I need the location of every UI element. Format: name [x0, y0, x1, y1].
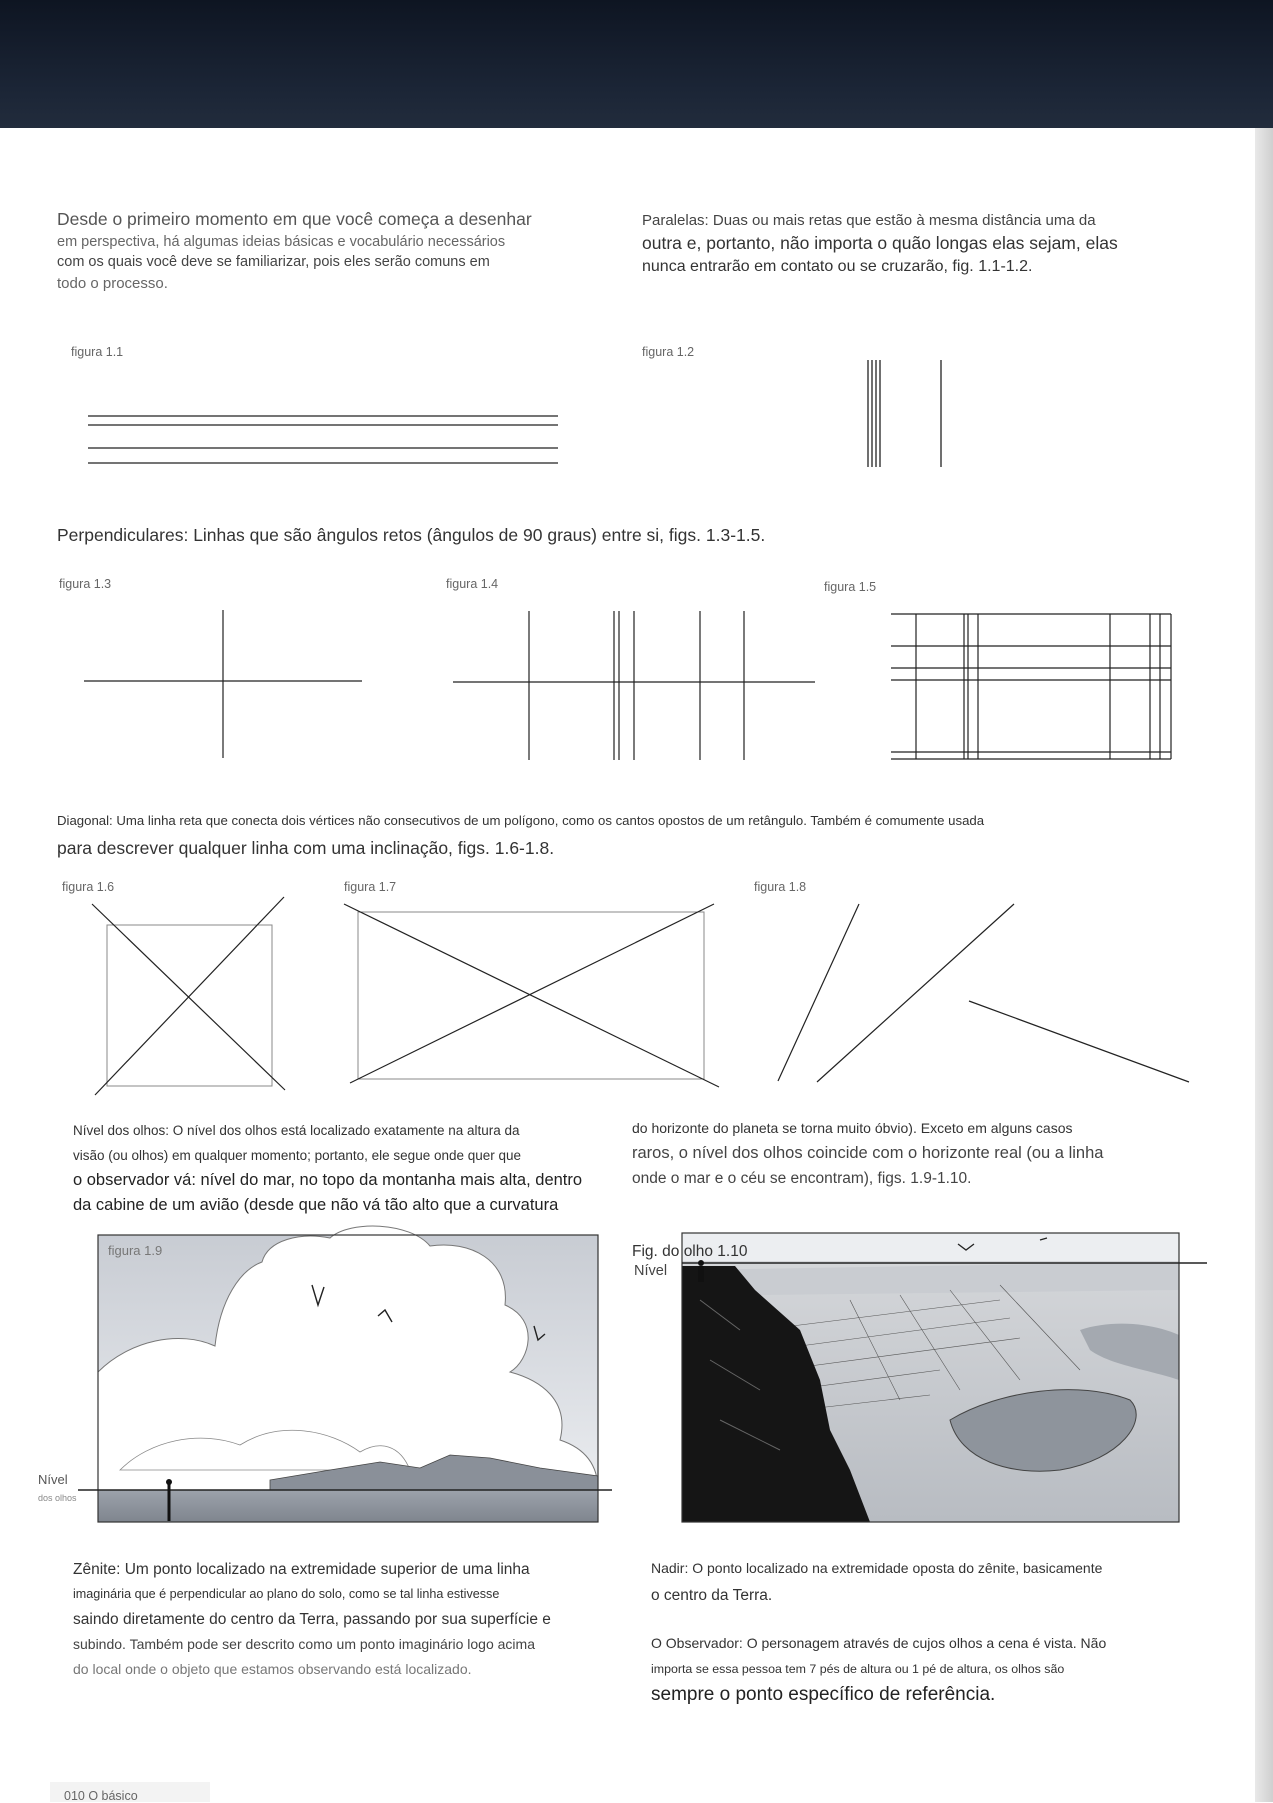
intro-paragraph [57, 207, 617, 294]
caption-figura-1-8: figura 1.8 [754, 880, 807, 894]
caption-figura-1-5: figura 1.5 [824, 580, 877, 594]
nivel-dos-olhos-left [73, 1118, 633, 1218]
nivel-right-line-1: do horizonte do planeta se torna muito óbvio). Exceto em alguns casos [632, 1120, 1073, 1136]
nivel-label-1-10: Nível [634, 1263, 668, 1279]
paralelas-line-2: outra e, portanto, não importa o quão longas elas sejam, elas [642, 233, 1118, 254]
nivel-right-line-3: onde o mar e o céu se encontram), figs. 1.9-1.10. [632, 1170, 972, 1187]
intro-line-1: Desde o primeiro momento em que você começa a desenhar [57, 209, 532, 229]
zenite-line-3: saindo diretamente do centro da Terra, passando por sua superfície e [73, 1611, 551, 1628]
nivel-dos-olhos-right [632, 1116, 1212, 1191]
top-photo-band [0, 0, 1273, 128]
diagonal-line-2: para descrever qualquer linha com uma inclinação, figs. 1.6-1.8. [57, 838, 555, 858]
observador-paragraph [651, 1630, 1231, 1709]
paralelas-line-1: Paralelas: Duas ou mais retas que estão à mesma distância uma da [642, 212, 1096, 229]
page-footer: 010 O básico [64, 1789, 138, 1803]
zenite-line-1: Zênite: Um ponto localizado na extremidade superior de uma linha [73, 1561, 530, 1578]
dos-olhos-label: dos olhos [38, 1493, 77, 1503]
caption-figura-1-2: figura 1.2 [642, 345, 695, 359]
nadir-line-1: Nadir: O ponto localizado na extremidade oposta do zênite, basicamente [651, 1560, 1103, 1576]
nadir-paragraph [651, 1555, 1211, 1609]
caption-figura-1-7: figura 1.7 [344, 880, 397, 894]
nadir-line-2: o centro da Terra. [651, 1587, 773, 1604]
nivel-left-line-1: Nível dos olhos: O nível dos olhos está localizado exatamente na altura da [73, 1123, 520, 1138]
figure-1-10-aerial-landscape [0, 0, 1, 1]
nivel-left-line-2: visão (ou olhos) em qualquer momento; portanto, ele segue onde quer que [73, 1148, 522, 1163]
zenite-line-5: do local onde o objeto que estamos observando está localizado. [73, 1661, 472, 1677]
caption-figura-1-9: figura 1.9 [108, 1243, 163, 1258]
observador-line-1: O Observador: O personagem através de cujos olhos a cena é vista. Não [651, 1635, 1107, 1651]
intro-line-4: todo o processo. [57, 275, 168, 292]
nivel-right-line-2: raros, o nível dos olhos coincide com o horizonte real (ou a linha [632, 1144, 1104, 1162]
intro-line-2: em perspectiva, há algumas ideias básicas e vocabulário necessários [57, 233, 506, 250]
caption-figura-1-6: figura 1.6 [62, 880, 115, 894]
caption-figura-1-4: figura 1.4 [446, 577, 499, 591]
zenite-line-2: imaginária que é perpendicular ao plano do solo, como se tal linha estivesse [73, 1587, 500, 1601]
caption-figura-1-10: Fig. do olho 1.10 [632, 1243, 748, 1260]
diagonal-line-1: Diagonal: Uma linha reta que conecta dois vértices não consecutivos de um polígono, como os cantos opostos de um retângulo. Também é comumente usada [57, 813, 985, 828]
nivel-left-line-4: da cabine de um avião (desde que não vá tão alto que a curvatura [73, 1196, 559, 1214]
nivel-label-1-9: Nível [38, 1472, 68, 1487]
caption-figura-1-1: figura 1.1 [71, 345, 124, 359]
intro-line-3: com os quais você deve se familiarizar, pois eles serão comuns em [57, 254, 490, 271]
perpendiculares-paragraph: Perpendiculares: Linhas que são ângulos retos (ângulos de 90 graus) entre si, figs. 1.3-1.5. [57, 525, 766, 545]
caption-figura-1-3: figura 1.3 [59, 577, 112, 591]
nivel-left-line-3: o observador vá: nível do mar, no topo da montanha mais alta, dentro [73, 1171, 583, 1189]
observador-line-3: sempre o ponto específico de referência. [651, 1684, 996, 1705]
paralelas-paragraph [642, 210, 1202, 279]
zenite-paragraph [73, 1557, 633, 1682]
page-edge-shadow [1255, 128, 1273, 1802]
paralelas-line-3: nunca entrarão em contato ou se cruzarão, fig. 1.1-1.2. [642, 258, 1033, 276]
observador-line-2: importa se essa pessoa tem 7 pés de altura ou 1 pé de altura, os olhos são [651, 1662, 1065, 1676]
zenite-line-4: subindo. Também pode ser descrito como um ponto imaginário logo acima [73, 1636, 535, 1652]
